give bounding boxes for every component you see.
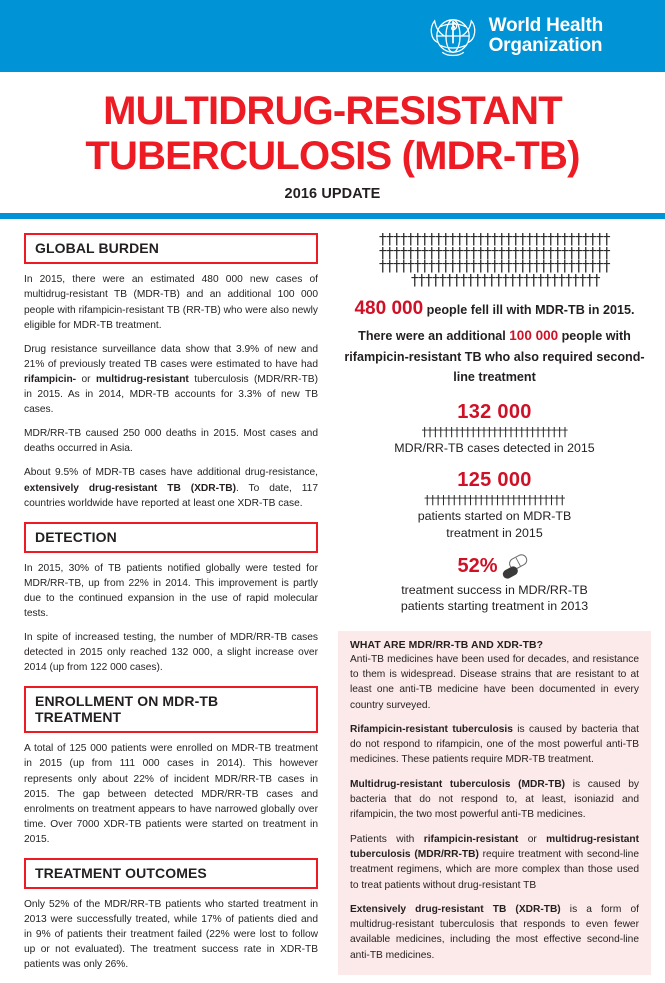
paragraph: Drug resistance surveillance data show that 3.9% of new and 21% of previously treated TB cases were estimated to have had rifampicin- or multidrug-resistant tuberculosis (MDR/RR-TB) in 2015. As in 2014, MDR-TB accounts for 3.3% of new TB cases. bbox=[24, 343, 318, 416]
page-title-line1: MULTIDRUG-RESISTANT bbox=[103, 89, 562, 133]
stat-caption: MDR/RR-TB cases detected in 2015 bbox=[394, 440, 595, 455]
stat-number-100000: 100 000 bbox=[509, 328, 559, 344]
info-paragraph: Anti-TB medicines have been used for decades, and resistance to them is widespread. Disease strains that are resistant to at least one anti-TB medicine have been documented in every country surveyed. bbox=[350, 653, 639, 711]
paragraph: In 2015, there were an estimated 480 000 new cases of multidrug-resistant TB (MDR-TB) and an additional 100 000 people with rifampicin-resistant TB (RR-TB) who were also newly eligible for MDR-TB treatment. bbox=[24, 274, 318, 331]
pictogram-main bbox=[338, 233, 651, 287]
who-wordmark bbox=[489, 16, 603, 56]
info-paragraph: Patients with rifampicin-resistant or multidrug-resistant tuberculosis (MDR/RR-TB) require treatment with second-line treatment regimens, which are more complex than those used to treat patients without drug-resistant TB bbox=[350, 833, 639, 891]
who-wordmark-line1: World Health bbox=[488, 15, 603, 37]
section-title: ENROLLMENT ON MDR-TB TREATMENT bbox=[35, 693, 219, 726]
who-wordmark-line2: Organization bbox=[488, 35, 603, 56]
section-enrollment bbox=[24, 686, 318, 847]
pictogram-row: ††††††††††††††††††††††††††† bbox=[421, 425, 568, 438]
who-logo bbox=[426, 9, 603, 63]
stat-lead-text-2: people with rifampicin-resistant TB who also required second-line treatment bbox=[344, 329, 645, 385]
stat-lead-text bbox=[344, 294, 645, 387]
section-detection bbox=[24, 522, 318, 676]
info-paragraph: Rifampicin-resistant tuberculosis is caused by bacteria that do not respond to rifampicin, one of the most powerful anti-TB medicines. These patients require MDR-TB treatment. bbox=[350, 723, 639, 766]
section-header-detection bbox=[24, 522, 318, 553]
left-column bbox=[0, 233, 330, 983]
paragraph: MDR/RR-TB caused 250 000 deaths in 2015. Most cases and deaths occurred in Asia. bbox=[24, 428, 318, 455]
stat-caption-line1: patients started on MDR-TB bbox=[417, 509, 572, 524]
pictogram-row: ††††††††††††††††††††††††††††††††† bbox=[379, 260, 610, 274]
page-title bbox=[0, 89, 665, 179]
who-emblem-icon bbox=[426, 9, 480, 63]
stat-number-480000: 480 000 bbox=[354, 298, 424, 320]
info-paragraph: Multidrug-resistant tuberculosis (MDR-TB) is caused by bacteria that do not respond to, at least, isoniazid and rifampicin, the two most powerful anti-TB medicines. bbox=[350, 778, 639, 821]
paragraph: A total of 125 000 patients were enrolled on MDR-TB treatment in 2015 (up from 111 000 cases in 2014). This however represents only about 22% of incident MDR/RR-TB cases in 2015. The gap between detected MDR/RR-TB cases and enrolments on treatment appears to have narrowed globally over time. Over 7000 XDR-TB patients were started on treatment in 2015. bbox=[24, 743, 318, 845]
section-global-burden bbox=[24, 233, 318, 510]
stat-caption bbox=[338, 582, 651, 615]
stat-number-125000: 125 000 bbox=[457, 469, 532, 492]
section-title: GLOBAL BURDEN bbox=[35, 240, 159, 257]
stat-caption-line1: treatment success in MDR/RR-TB bbox=[401, 582, 588, 597]
info-box-definitions bbox=[338, 631, 651, 975]
page-subtitle: 2016 UPDATE bbox=[284, 186, 381, 203]
stat-caption bbox=[338, 508, 651, 541]
pictogram-row: ††††††††††††††††††††††††††† bbox=[411, 273, 600, 288]
stat-block-treatment-success bbox=[338, 554, 651, 615]
stat-block-started-treatment bbox=[338, 469, 651, 541]
paragraph: In spite of increased testing, the number of MDR/RR-TB cases detected in 2015 only reached 132 000, a slight increase over 2014 (up from 122 000 cases). bbox=[24, 632, 318, 674]
stat-number-132000: 132 000 bbox=[457, 400, 532, 423]
section-title: DETECTION bbox=[35, 528, 117, 545]
pictogram-row: ††††††††††††††††††††††††††††††††† bbox=[379, 233, 610, 247]
pill-capsule-icon bbox=[502, 554, 532, 580]
stat-lead-text-1: people fell ill with MDR-TB in 2015. There were an additional bbox=[358, 303, 635, 344]
section-header-global-burden bbox=[24, 233, 318, 264]
section-header-enrollment bbox=[24, 686, 318, 733]
info-paragraph: Extensively drug-resistant TB (XDR-TB) is a form of multidrug-resistant tuberculosis that responds to even fewer available medicines, including the most effective second-line anti-TB medicines. bbox=[350, 903, 639, 961]
section-header-treatment-outcomes bbox=[24, 858, 318, 889]
stat-block-detected bbox=[338, 401, 651, 456]
who-header-bar bbox=[0, 0, 665, 72]
section-title: TREATMENT OUTCOMES bbox=[35, 865, 207, 881]
title-block bbox=[0, 72, 665, 202]
section-treatment-outcomes bbox=[24, 858, 318, 972]
page-title-line2: TUBERCULOSIS (MDR-TB) bbox=[85, 134, 580, 179]
paragraph: In 2015, 30% of TB patients notified globally were tested for MDR/RR-TB, up from 22% in 2014. This improvement is partly due to the continued expansion in the use of rapid molecular tests. bbox=[24, 562, 318, 619]
info-box-title: WHAT ARE MDR/RR-TB AND XDR-TB? bbox=[350, 639, 544, 651]
body-columns bbox=[0, 219, 665, 983]
right-column bbox=[330, 233, 665, 983]
stat-caption-line2: patients starting treatment in 2013 bbox=[400, 599, 589, 614]
percent-row bbox=[338, 554, 651, 580]
pictogram-row: †††††††††††††††††††††††††† bbox=[424, 494, 565, 507]
stat-caption-line2: treatment in 2015 bbox=[446, 525, 543, 540]
pictogram-row: ††††††††††††††††††††††††††††††††† bbox=[379, 246, 610, 261]
stat-percent-52: 52% bbox=[457, 555, 498, 578]
paragraph: About 9.5% of MDR-TB cases have additional drug-resistance, extensively drug-resistant TB (XDR-TB). To date, 117 countries worldwide have reported at least one XDR-TB case. bbox=[24, 467, 318, 509]
paragraph: Only 52% of the MDR/RR-TB patients who started treatment in 2013 were successfully treated, while 17% of patients died and in 9% of patients their treatment failed (22% were lost to follow up or not evaluated). The treatment success rate in XDR-TB patients was only 26%. bbox=[24, 899, 318, 971]
